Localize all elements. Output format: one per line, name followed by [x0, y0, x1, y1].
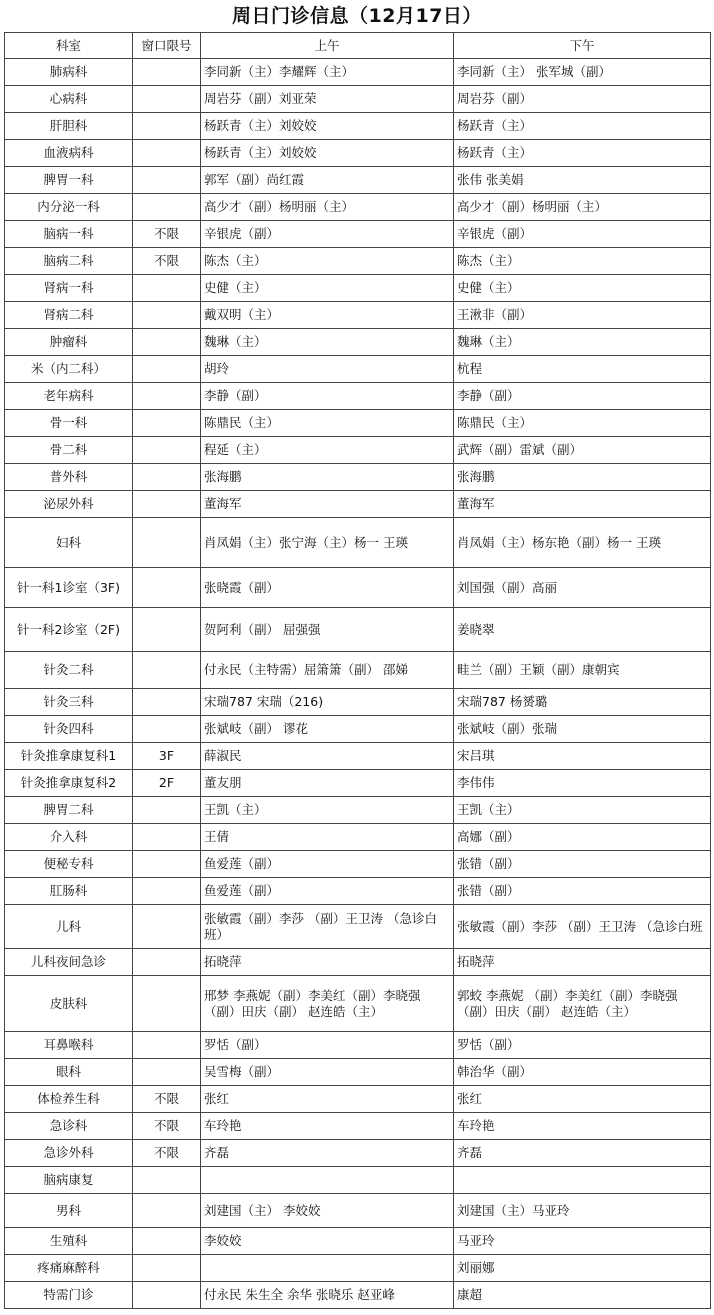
pm-cell: 李静（副） — [454, 383, 711, 410]
dept-cell: 针一科2诊室（2F) — [5, 608, 133, 652]
am-cell: 王凯（主） — [201, 797, 454, 824]
win-cell — [133, 1282, 201, 1309]
pm-cell: 武辉（副）雷斌（副） — [454, 437, 711, 464]
pm-cell: 张错（副） — [454, 851, 711, 878]
am-cell: 拓晓萍 — [201, 949, 454, 976]
win-cell — [133, 167, 201, 194]
pm-cell: 肖凤娟（主）杨东艳（副）杨一 王瑛 — [454, 518, 711, 568]
table-row — [5, 410, 711, 437]
table-row — [5, 1032, 711, 1059]
pm-cell: 高娜（副） — [454, 824, 711, 851]
am-cell: 周岩芬（副）刘亚荣 — [201, 86, 454, 113]
pm-cell: 杨跃青（主） — [454, 113, 711, 140]
am-cell: 邢梦 李燕妮（副）李美红（副）李晓强（副）田庆（副） 赵连皓（主） — [201, 976, 454, 1032]
clinic-schedule-table — [4, 32, 711, 1309]
pm-cell — [454, 1167, 711, 1194]
table-row — [5, 905, 711, 949]
table-row — [5, 464, 711, 491]
table-row — [5, 518, 711, 568]
dept-cell: 肾病二科 — [5, 302, 133, 329]
pm-cell: 刘丽娜 — [454, 1255, 711, 1282]
dept-cell: 肾病一科 — [5, 275, 133, 302]
dept-cell: 肺病科 — [5, 59, 133, 86]
am-cell: 付永民 朱生全 余华 张晓乐 赵亚峰 — [201, 1282, 454, 1309]
win-cell — [133, 976, 201, 1032]
pm-cell: 张斌岐（副）张瑞 — [454, 716, 711, 743]
am-cell: 董海军 — [201, 491, 454, 518]
dept-cell: 眼科 — [5, 1059, 133, 1086]
pm-cell: 王凯（主） — [454, 797, 711, 824]
table-row — [5, 491, 711, 518]
pm-cell: 拓晓萍 — [454, 949, 711, 976]
table-row — [5, 608, 711, 652]
table-row — [5, 716, 711, 743]
table-row — [5, 1059, 711, 1086]
win-cell: 3F — [133, 743, 201, 770]
table-row — [5, 167, 711, 194]
am-cell: 魏琳（主） — [201, 329, 454, 356]
table-row — [5, 878, 711, 905]
table-row — [5, 113, 711, 140]
win-cell — [133, 851, 201, 878]
dept-cell: 脾胃一科 — [5, 167, 133, 194]
win-cell — [133, 518, 201, 568]
table-row — [5, 1140, 711, 1167]
dept-cell: 脑病一科 — [5, 221, 133, 248]
table-row — [5, 743, 711, 770]
page-title: 周日门诊信息（12月17日） — [232, 5, 482, 27]
table-row — [5, 770, 711, 797]
win-cell: 不限 — [133, 1140, 201, 1167]
am-cell: 车玲艳 — [201, 1113, 454, 1140]
table-row — [5, 86, 711, 113]
am-cell: 王倩 — [201, 824, 454, 851]
win-cell — [133, 1228, 201, 1255]
am-cell: 齐磊 — [201, 1140, 454, 1167]
win-cell: 2F — [133, 770, 201, 797]
dept-cell: 针灸二科 — [5, 652, 133, 689]
am-cell: 陈鼎民（主） — [201, 410, 454, 437]
am-cell: 宋瑞787 宋瑞（216) — [201, 689, 454, 716]
pm-cell: 辛银虎（副） — [454, 221, 711, 248]
win-cell — [133, 652, 201, 689]
win-cell: 不限 — [133, 1113, 201, 1140]
am-cell: 张晓霞（副） — [201, 568, 454, 608]
table-row — [5, 1228, 711, 1255]
am-cell: 郭军（副）尚红霞 — [201, 167, 454, 194]
dept-cell: 针灸推拿康复科1 — [5, 743, 133, 770]
pm-cell: 宋瑞787 杨赟璐 — [454, 689, 711, 716]
table-body — [5, 59, 711, 1309]
am-cell: 肖凤娟（主）张宁海（主）杨一 王瑛 — [201, 518, 454, 568]
pm-cell: 李伟伟 — [454, 770, 711, 797]
table-row — [5, 275, 711, 302]
table-row — [5, 797, 711, 824]
table-row — [5, 140, 711, 167]
am-cell: 高少才（副）杨明丽（主） — [201, 194, 454, 221]
win-cell: 不限 — [133, 221, 201, 248]
table-row — [5, 1194, 711, 1228]
table-row — [5, 976, 711, 1032]
dept-cell: 普外科 — [5, 464, 133, 491]
dept-cell: 急诊科 — [5, 1113, 133, 1140]
win-cell — [133, 797, 201, 824]
am-cell: 鱼爱莲（副） — [201, 878, 454, 905]
pm-cell: 杨跃青（主） — [454, 140, 711, 167]
pm-cell: 董海军 — [454, 491, 711, 518]
dept-cell: 急诊外科 — [5, 1140, 133, 1167]
dept-cell: 脑病二科 — [5, 248, 133, 275]
win-cell — [133, 1194, 201, 1228]
table-row — [5, 383, 711, 410]
pm-cell: 王湫非（副） — [454, 302, 711, 329]
pm-cell: 马亚玲 — [454, 1228, 711, 1255]
pm-cell: 周岩芬（副） — [454, 86, 711, 113]
dept-cell: 老年病科 — [5, 383, 133, 410]
table-row — [5, 221, 711, 248]
win-cell — [133, 1255, 201, 1282]
am-cell: 张海鹏 — [201, 464, 454, 491]
dept-cell: 男科 — [5, 1194, 133, 1228]
am-cell — [201, 1255, 454, 1282]
am-cell: 李姣姣 — [201, 1228, 454, 1255]
am-cell: 杨跃青（主）刘姣姣 — [201, 113, 454, 140]
pm-cell: 齐磊 — [454, 1140, 711, 1167]
win-cell — [133, 905, 201, 949]
win-cell — [133, 275, 201, 302]
pm-cell: 高少才（副）杨明丽（主） — [454, 194, 711, 221]
table-row — [5, 1113, 711, 1140]
am-cell: 李同新（主）李耀辉（主） — [201, 59, 454, 86]
win-cell — [133, 824, 201, 851]
pm-cell: 魏琳（主） — [454, 329, 711, 356]
dept-cell: 脑病康复 — [5, 1167, 133, 1194]
am-cell: 戴双明（主） — [201, 302, 454, 329]
am-cell: 胡玲 — [201, 356, 454, 383]
pm-cell: 张伟 张美娟 — [454, 167, 711, 194]
dept-cell: 米（内二科） — [5, 356, 133, 383]
am-cell: 张红 — [201, 1086, 454, 1113]
table-row — [5, 1255, 711, 1282]
pm-cell: 刘建国（主）马亚玲 — [454, 1194, 711, 1228]
table-row — [5, 437, 711, 464]
win-cell — [133, 568, 201, 608]
pm-cell: 张敏霞（副）李莎 （副）王卫涛 （急诊白班 — [454, 905, 711, 949]
win-cell — [133, 86, 201, 113]
win-cell — [133, 194, 201, 221]
win-cell — [133, 689, 201, 716]
table-row — [5, 1086, 711, 1113]
table-row — [5, 851, 711, 878]
am-cell: 张敏霞（副）李莎 （副）王卫涛 （急诊白班） — [201, 905, 454, 949]
am-cell: 鱼爱莲（副） — [201, 851, 454, 878]
pm-cell: 张海鹏 — [454, 464, 711, 491]
am-cell: 张斌岐（副） 谬花 — [201, 716, 454, 743]
win-cell — [133, 356, 201, 383]
dept-cell: 泌尿外科 — [5, 491, 133, 518]
am-cell: 程延（主） — [201, 437, 454, 464]
am-cell: 李静（副） — [201, 383, 454, 410]
table-row — [5, 302, 711, 329]
am-cell: 薛淑民 — [201, 743, 454, 770]
table-row — [5, 568, 711, 608]
dept-cell: 肿瘤科 — [5, 329, 133, 356]
win-cell — [133, 949, 201, 976]
pm-cell: 张错（副） — [454, 878, 711, 905]
win-cell — [133, 329, 201, 356]
win-cell — [133, 140, 201, 167]
am-cell: 罗恬（副） — [201, 1032, 454, 1059]
win-cell — [133, 302, 201, 329]
win-cell — [133, 464, 201, 491]
dept-cell: 血液病科 — [5, 140, 133, 167]
header-dept: 科室 — [5, 33, 133, 59]
header-pm: 下午 — [454, 33, 711, 59]
dept-cell: 肛肠科 — [5, 878, 133, 905]
am-cell: 辛银虎（副） — [201, 221, 454, 248]
table-row — [5, 356, 711, 383]
dept-cell: 生殖科 — [5, 1228, 133, 1255]
am-cell: 史健（主） — [201, 275, 454, 302]
pm-cell: 陈杰（主） — [454, 248, 711, 275]
pm-cell: 刘国强（副）高丽 — [454, 568, 711, 608]
win-cell — [133, 1032, 201, 1059]
table-row — [5, 1282, 711, 1309]
dept-cell: 体检养生科 — [5, 1086, 133, 1113]
table-row — [5, 949, 711, 976]
pm-cell: 陈鼎民（主） — [454, 410, 711, 437]
header-am: 上午 — [201, 33, 454, 59]
pm-cell: 张红 — [454, 1086, 711, 1113]
dept-cell: 特需门诊 — [5, 1282, 133, 1309]
header-row — [5, 33, 711, 59]
win-cell — [133, 608, 201, 652]
win-cell: 不限 — [133, 1086, 201, 1113]
pm-cell: 郭蛟 李燕妮 （副）李美红（副）李晓强（副）田庆（副） 赵连皓（主） — [454, 976, 711, 1032]
am-cell: 贺阿利（副） 屈强强 — [201, 608, 454, 652]
table-row — [5, 1167, 711, 1194]
win-cell — [133, 1167, 201, 1194]
dept-cell: 皮肤科 — [5, 976, 133, 1032]
dept-cell: 内分泌一科 — [5, 194, 133, 221]
table-row — [5, 329, 711, 356]
pm-cell: 韩治华（副） — [454, 1059, 711, 1086]
pm-cell: 杭程 — [454, 356, 711, 383]
dept-cell: 儿科夜间急诊 — [5, 949, 133, 976]
dept-cell: 儿科 — [5, 905, 133, 949]
am-cell: 吴雪梅（副） — [201, 1059, 454, 1086]
pm-cell: 李同新（主） 张军城（副） — [454, 59, 711, 86]
pm-cell: 姜晓翠 — [454, 608, 711, 652]
win-cell — [133, 491, 201, 518]
win-cell — [133, 1059, 201, 1086]
am-cell: 刘建国（主） 李姣姣 — [201, 1194, 454, 1228]
table-row — [5, 652, 711, 689]
table-row — [5, 689, 711, 716]
pm-cell: 罗恬（副） — [454, 1032, 711, 1059]
dept-cell: 疼痛麻醉科 — [5, 1255, 133, 1282]
am-cell: 付永民（主特需）屈箫箫（副） 邵娣 — [201, 652, 454, 689]
dept-cell: 肝胆科 — [5, 113, 133, 140]
win-cell — [133, 878, 201, 905]
dept-cell: 介入科 — [5, 824, 133, 851]
dept-cell: 骨二科 — [5, 437, 133, 464]
win-cell — [133, 410, 201, 437]
win-cell — [133, 716, 201, 743]
win-cell: 不限 — [133, 248, 201, 275]
am-cell: 董友朋 — [201, 770, 454, 797]
dept-cell: 针灸四科 — [5, 716, 133, 743]
am-cell: 杨跃青（主）刘姣姣 — [201, 140, 454, 167]
dept-cell: 针灸三科 — [5, 689, 133, 716]
table-row — [5, 248, 711, 275]
header-window: 窗口限号 — [133, 33, 201, 59]
table-row — [5, 824, 711, 851]
pm-cell: 车玲艳 — [454, 1113, 711, 1140]
am-cell: 陈杰（主） — [201, 248, 454, 275]
pm-cell: 康超 — [454, 1282, 711, 1309]
pm-cell: 史健（主） — [454, 275, 711, 302]
win-cell — [133, 113, 201, 140]
win-cell — [133, 383, 201, 410]
dept-cell: 心病科 — [5, 86, 133, 113]
dept-cell: 针灸推拿康复科2 — [5, 770, 133, 797]
pm-cell: 畦兰（副）王颖（副）康朝宾 — [454, 652, 711, 689]
win-cell — [133, 437, 201, 464]
table-row — [5, 194, 711, 221]
win-cell — [133, 59, 201, 86]
dept-cell: 针一科1诊室（3F) — [5, 568, 133, 608]
dept-cell: 耳鼻喉科 — [5, 1032, 133, 1059]
pm-cell: 宋吕琪 — [454, 743, 711, 770]
dept-cell: 便秘专科 — [5, 851, 133, 878]
am-cell — [201, 1167, 454, 1194]
dept-cell: 脾胃二科 — [5, 797, 133, 824]
table-row — [5, 59, 711, 86]
dept-cell: 骨一科 — [5, 410, 133, 437]
dept-cell: 妇科 — [5, 518, 133, 568]
